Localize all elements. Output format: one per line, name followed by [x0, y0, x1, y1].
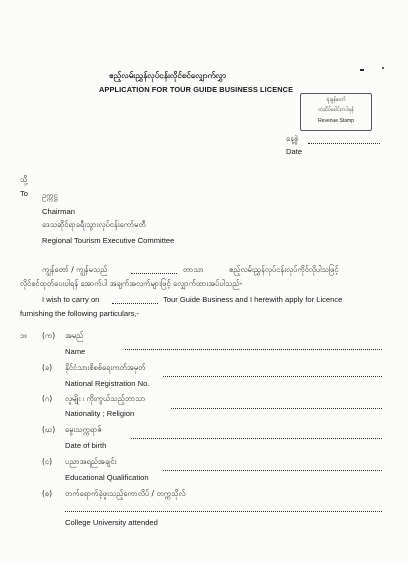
section-number: ၁။: [20, 331, 27, 340]
to-label-english: To: [20, 189, 29, 198]
field-label-nationality-myanmar: လူမျိုး ၊ ကိုးကွယ်သည့်ဘာသာ: [65, 394, 146, 403]
intro-myanmar-line1-mid: တာသာ: [183, 265, 204, 274]
nrc-input-line[interactable]: [163, 376, 382, 377]
field-label-nationality-english: Nationality ; Religion: [65, 409, 135, 418]
committee-name-english: Regional Tourism Executive Committee: [42, 236, 175, 245]
dob-input-line[interactable]: [131, 438, 382, 439]
stamp-label-line2: တံဆိပ်ခေါင်းကပ်ရန်: [318, 107, 354, 113]
field-label-name-english: Name: [65, 347, 86, 356]
field-label-dob-english: Date of birth: [65, 441, 107, 450]
intro-name-blank[interactable]: [131, 273, 177, 274]
education-input-line[interactable]: [163, 470, 382, 471]
field-label-education-myanmar: ပညာအရည်အချင်း: [65, 457, 117, 466]
form-title-english: APPLICATION FOR TOUR GUIDE BUSINESS LICENCE: [99, 85, 294, 94]
field-label-college-myanmar: တက်ရောက်ခဲ့ဖူးသည့်ကောလိပ် / တက္ကသိုလ်: [65, 489, 186, 498]
field-label-education-english: Educational Qualification: [65, 473, 149, 482]
field-marker-college: (စ): [42, 489, 53, 498]
intro-myanmar-line2: လိုင်စင်ထုတ်ပေးပါရန် အောက်ပါ အချက်အလက်များဖြင့် လျှောက်ထားအပ်ပါသည်-: [20, 279, 243, 288]
committee-name-myanmar: ဒေသဆိုင်ရာခရီးသွားလုပ်ငန်းကော်မတီ: [42, 220, 146, 229]
field-label-nrc-english: National Registration No.: [65, 379, 150, 388]
field-label-dob-myanmar: မွေးသက္ကရာဇ်: [65, 425, 102, 434]
intro-english-line2: furnishing the following particulars,-: [20, 309, 140, 318]
intro-english-line1-end: Tour Guide Business and I herewith apply for Licence: [163, 295, 343, 304]
date-field-line[interactable]: [308, 143, 380, 144]
field-marker-dob: (ဃ): [42, 425, 56, 434]
nationality-input-line[interactable]: [171, 408, 382, 409]
intro-english-line1-start: I wish to carry on: [42, 295, 100, 304]
addressee-title-myanmar: ဥက္ကဋ္ဌ: [42, 191, 58, 200]
intro-myanmar-line1-start: ကျွန်တော် / ကျွန်မသည်: [42, 265, 108, 274]
field-marker-nrc: (ခ): [42, 363, 53, 372]
college-input-line-1[interactable]: [65, 511, 382, 512]
intro-english-blank[interactable]: [112, 303, 158, 304]
field-label-name-myanmar: အမည်: [65, 331, 84, 340]
to-label-myanmar: သို့: [20, 175, 28, 184]
form-title-myanmar: ဧည့်လမ်းညွှန်လုပ်ငန်းလိုင်စင်လျှောက်လွှာ: [109, 71, 227, 80]
scan-dot: [382, 67, 384, 69]
date-label-english: Date: [286, 147, 303, 156]
field-marker-education: (င): [42, 457, 53, 466]
field-marker-nationality: (ဂ): [42, 394, 53, 403]
field-marker-name: (က): [42, 331, 56, 340]
field-label-nrc-myanmar: နိုင်ငံသားစိစစ်ရေးကတ်အမှတ်: [65, 363, 146, 372]
date-label-myanmar: နေ့စွဲ: [286, 134, 299, 143]
intro-myanmar-line1-end: ဧည့်လမ်းညွှန်လုပ်ငန်းလုပ်ကိုင်လိုပါသဖြင့်: [229, 265, 339, 274]
revenue-stamp-box: [300, 93, 372, 131]
addressee-title-english: Chairman: [42, 207, 75, 216]
scan-mark: [360, 69, 364, 71]
field-label-college-english: College University attended: [65, 518, 158, 527]
name-input-line[interactable]: [125, 349, 382, 350]
stamp-label-english: Revenue Stamp: [318, 118, 354, 124]
stamp-label-line1: ရုံးခွန်တော်: [326, 97, 346, 103]
